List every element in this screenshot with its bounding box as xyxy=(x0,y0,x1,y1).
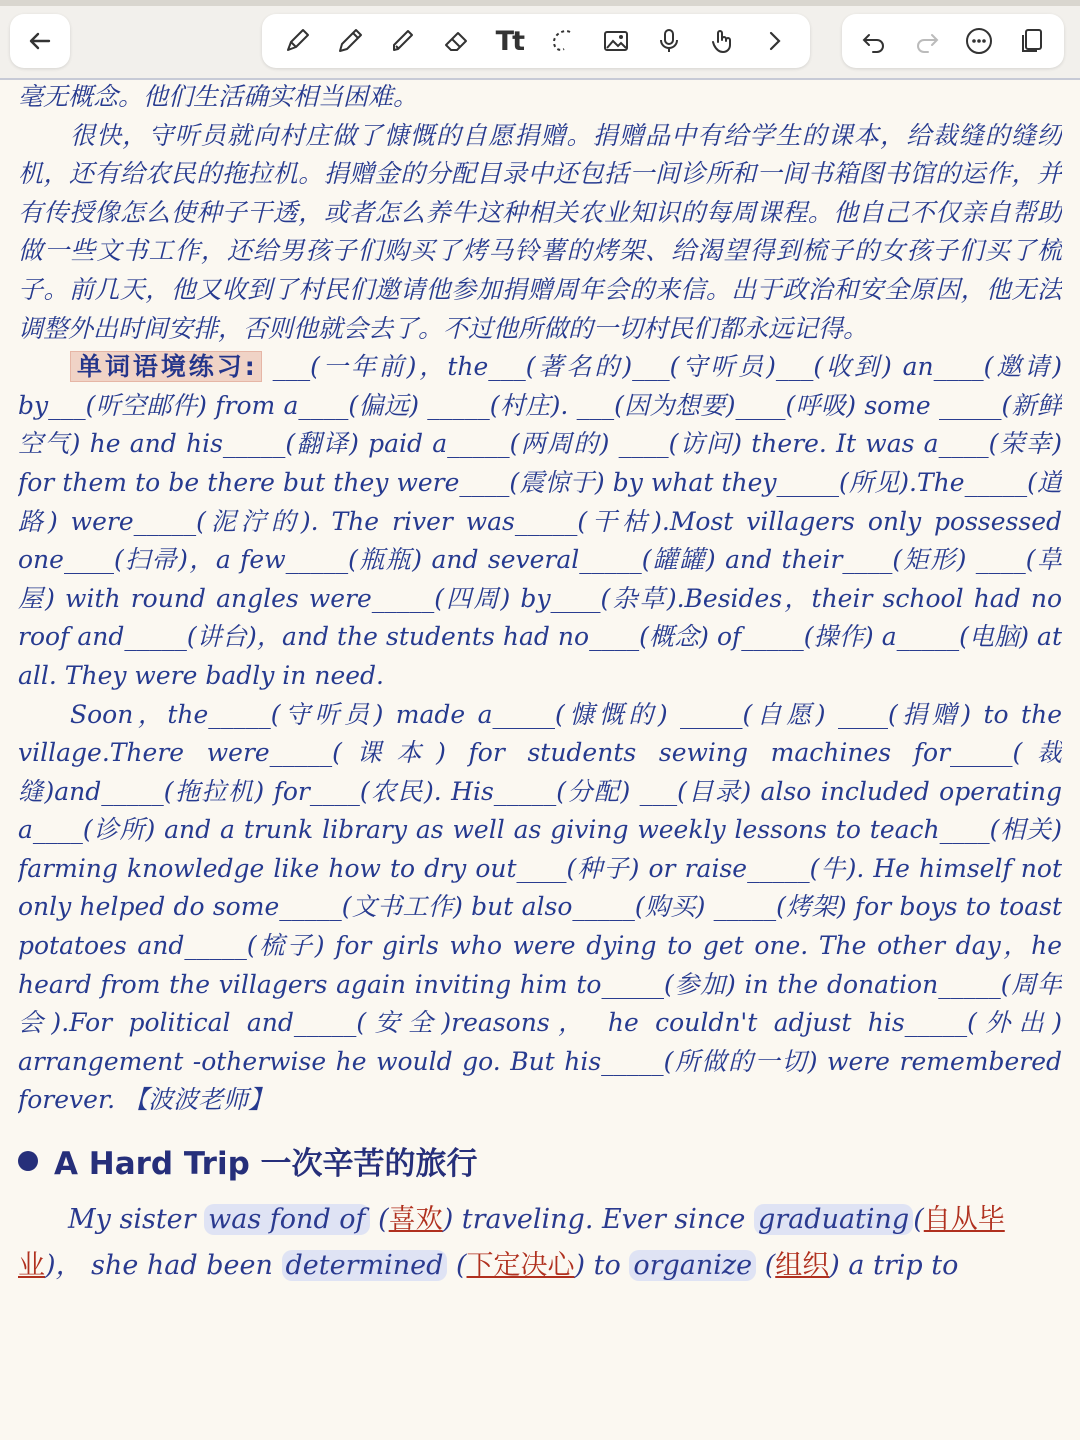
highlight-phrase: organize xyxy=(629,1250,756,1281)
story-text: ( xyxy=(913,1204,924,1236)
bullet-icon xyxy=(18,1151,38,1171)
image-icon[interactable] xyxy=(598,23,634,59)
back-button[interactable] xyxy=(10,14,70,68)
exercise-label: 单词语境练习: xyxy=(70,351,262,382)
exercise-paragraph-2: Soon，the_____(守听员) made a_____(慷慨的) _____(自愿) ____(捐赠) to the village.There were_____(课本) for students sewing machines for_____(裁缝)and_____(拖拉机) for____(农民). His_____(分配) ___(目录) also included operating a____(诊所) and a trunk library as well as giving weekly lessons to teach____(相关) farming knowledge like how to dry out____(种子) or raise_____(牛). He himself not only helped do some_____(文书工作) but also_____(购买) _____(烤架) for boys to toast potatoes and_____(梳子) for girls who were dying to get one. The other day，he heard from the villagers again inviting him to_____(参加) in the donation_____(周年会).For political and_____(安全)reasons， he couldn't adjust his_____(外出) arrangement -otherwise he would go. But his_____(所做的一切) were remembered forever. 【波波老师】 xyxy=(18,699,1062,1115)
translation-note: 组织 xyxy=(775,1250,830,1282)
story-text: ) traveling. Ever since xyxy=(442,1204,754,1236)
story-text: ) a trip to xyxy=(829,1250,959,1282)
translation-note: 喜欢 xyxy=(388,1204,443,1236)
note-paragraph-2: 很快，守听员就向村庄做了慷慨的自愿捐赠。捐赠品中有给学生的课本，给裁缝的缝纫机，还有给农民的拖拉机。捐赠金的分配目录中还包括一间诊所和一间书箱图书馆的运作，并有传授像怎么使种子干透，或者怎么养牛这种相关农业知识的每周课程。他自己不仅亲自帮助做一些文书工作，还给男孩子们购买了烤马铃薯的烤架、给渴望得到梳子的女孩子们买了梳子。前几天，他又收到了村民们邀请他参加捐赠周年会的来信。出于政治和安全原因，他无法调整外出时间安排，否则他就会去了。不过他所做的一切村民们都永远记得。 xyxy=(18,120,1062,343)
undo-icon[interactable] xyxy=(856,23,892,59)
story-paragraph xyxy=(18,1197,1062,1289)
story-text: My sister xyxy=(68,1204,205,1236)
app-toolbar xyxy=(0,0,1080,80)
microphone-icon[interactable] xyxy=(651,23,687,59)
document-actions xyxy=(842,14,1064,68)
eraser-icon[interactable] xyxy=(438,23,474,59)
handwritten-notes xyxy=(18,78,1062,1440)
section-heading xyxy=(18,1138,1062,1183)
chevron-right-icon[interactable] xyxy=(757,23,793,59)
story-text: ) to xyxy=(574,1250,630,1282)
story-text: ( xyxy=(447,1250,467,1282)
lasso-icon[interactable] xyxy=(545,23,581,59)
text-tool-icon[interactable] xyxy=(491,23,527,59)
exercise-paragraph xyxy=(18,348,1062,695)
highlight-phrase: graduating xyxy=(754,1204,913,1235)
translation-note: 下定决心 xyxy=(466,1250,575,1282)
story-text: )， she had been xyxy=(45,1250,282,1282)
arrow-left-icon xyxy=(22,23,58,59)
section-title: A Hard Trip 一次辛苦的旅行 xyxy=(54,1146,478,1183)
translation-note: 自从毕业 xyxy=(18,1204,1005,1282)
story-text: ( xyxy=(369,1204,389,1236)
note-paragraph-1: 毫无概念。他们生活确实相当困难。 xyxy=(18,82,419,111)
pencil-icon[interactable] xyxy=(332,23,368,59)
tool-palette xyxy=(262,14,810,68)
highlighter-icon[interactable] xyxy=(385,23,421,59)
story-text: ( xyxy=(756,1250,776,1282)
text-tool-label: Tt xyxy=(495,25,523,57)
pen-icon[interactable] xyxy=(279,23,315,59)
status-strip xyxy=(0,0,1080,6)
redo-icon[interactable] xyxy=(909,23,945,59)
exercise-text: ___(一年前)，the___(著名的)___(守听员)___(收到) an____(邀请) by___(听空邮件) from a____(偏远) _____(村庄). ___(因为想要)____(呼吸) some _____(新鲜空气) he and his_____(翻译) paid a_____(两周的) ____(访问) there. It was a____(荣幸) for them to be there but they were____(震惊于) by what they_____(所见).The_____(道路) were_____(泥泞的). The river was_____(干枯).Most villagers only possessed one____(扫帚)，a few_____(瓶瓶) and several_____(罐罐) and their____(矩形) ____(草屋) with round angles were_____(四周) by____(杂草).Besides，their school had no roof and_____(讲台)，and the students had no____(概念) of_____(操作) a_____(电脑) at all. They were badly in need. xyxy=(18,352,1062,690)
pages-icon[interactable] xyxy=(1014,23,1050,59)
highlight-phrase: was fond of xyxy=(204,1204,369,1235)
hand-pointer-icon[interactable] xyxy=(704,23,740,59)
highlight-phrase: determined xyxy=(282,1250,448,1281)
more-icon[interactable] xyxy=(961,23,997,59)
